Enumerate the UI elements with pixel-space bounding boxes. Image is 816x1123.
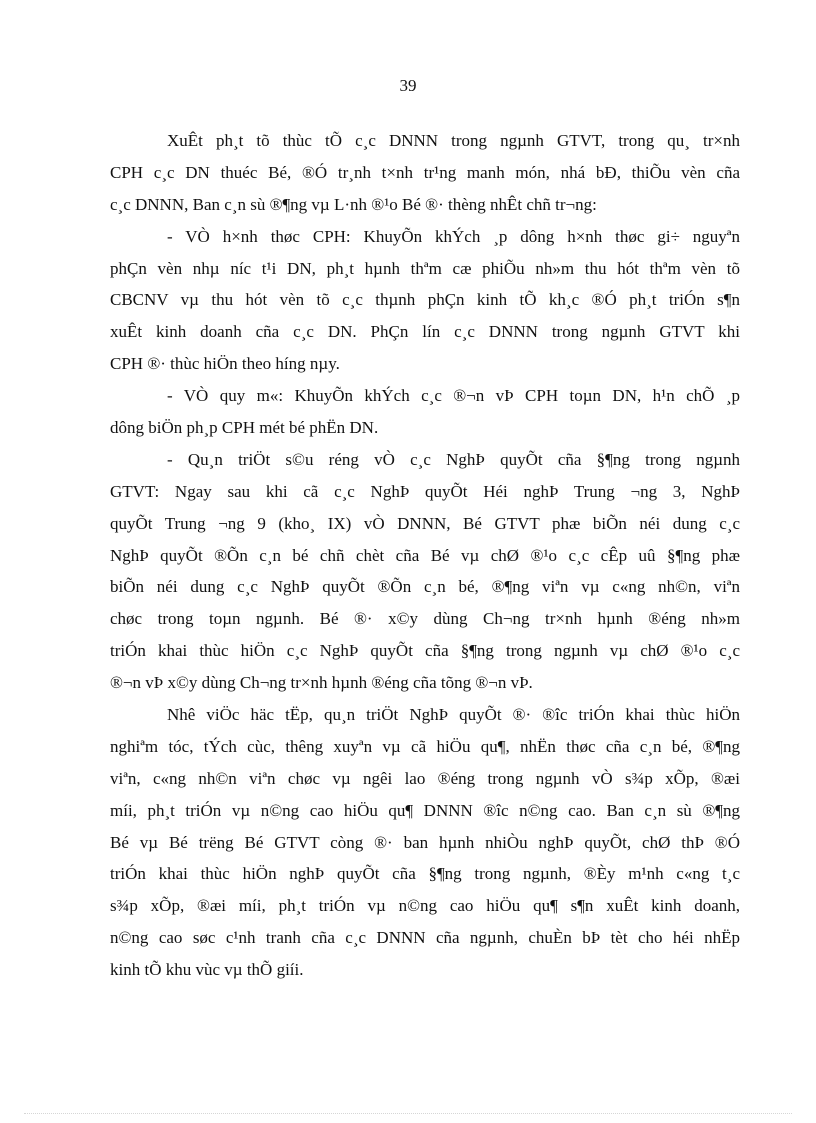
paragraph-line: Bé vµ Bé trëng Bé GTVT còng ®· ban hµnh nhiÒu nghÞ quyÕt, chØ thÞ ®Ó bbox=[110, 832, 740, 852]
paragraph-line: míi, ph¸t triÓn vµ n©ng cao hiÖu qu¶ DNNN ®îc n©ng cao. Ban c¸n sù ®¶ng bbox=[110, 800, 740, 820]
paragraph-line: triÓn khai thùc hiÖn nghÞ quyÕt cña §¶ng trong ngµnh, ®Èy m¹nh c«ng t¸c bbox=[110, 864, 740, 884]
page-number: 39 bbox=[399, 76, 417, 95]
paragraph-line: c¸c DNNN, Ban c¸n sù ®¶ng vµ L·nh ®¹o Bé ®· thèng nhÊt chñ tr¬ng: bbox=[110, 194, 597, 214]
body-text bbox=[110, 125, 740, 986]
paragraph-line: phÇn vèn nhµ níc t¹i DN, ph¸t hµnh thªm cæ phiÕu nh»m thu hót thªm vèn tõ bbox=[110, 258, 740, 278]
paragraph-line: viªn, c«ng nh©n viªn chøc vµ ngêi lao ®éng trong ngµnh vÒ s¾p xÕp, ®æi bbox=[110, 768, 740, 788]
paragraph-line: - Qu¸n triÖt s©u réng vÒ c¸c NghÞ quyÕt cña §¶ng trong ngµnh bbox=[167, 449, 740, 469]
paragraph-line: dông biÖn ph¸p CPH mét bé phËn DN. bbox=[110, 418, 379, 438]
page-bottom-rule bbox=[24, 1113, 792, 1114]
paragraph-line: CPH c¸c DN thuéc Bé, ®Ó tr¸nh t×nh tr¹ng manh món, nhá bÐ, thiÕu vèn cña bbox=[110, 162, 740, 182]
paragraph-line: biÕn néi dung c¸c NghÞ quyÕt ®Õn c¸n bé, ®¶ng viªn vµ c«ng nh©n, viªn bbox=[110, 577, 740, 597]
paragraph-line: s¾p xÕp, ®æi míi, ph¸t triÓn vµ n©ng cao hiÖu qu¶ s¶n xuÊt kinh doanh, bbox=[110, 896, 740, 916]
paragraph-line: Nhê viÖc häc tËp, qu¸n triÖt NghÞ quyÕt ®· ®îc triÓn khai thùc hiÖn bbox=[167, 705, 740, 725]
paragraph-line: triÓn khai thùc hiÖn c¸c NghÞ quyÕt cña §¶ng trong ngµnh vµ chØ ®¹o c¸c bbox=[110, 641, 740, 661]
paragraph-line: xuÊt kinh doanh cña c¸c DN. PhÇn lín c¸c DNNN trong ngµnh GTVT khi bbox=[110, 322, 740, 342]
paragraph-line: n©ng cao søc c¹nh tranh cña c¸c DNNN cña ngµnh, chuÈn bÞ tèt cho héi nhËp bbox=[110, 928, 740, 948]
paragraph-line: - VÒ h×nh thøc CPH: KhuyÕn khÝch ¸p dông h×nh thøc gi÷ nguyªn bbox=[167, 226, 740, 246]
paragraph-line: nghiªm tóc, tÝch cùc, thêng xuyªn vµ cã hiÖu qu¶, nhËn thøc cña c¸n bé, ®¶ng bbox=[110, 736, 740, 756]
paragraph-line: chøc trong toµn ngµnh. Bé ®· x©y dùng Ch¬ng tr×nh hµnh ®éng nh»m bbox=[110, 609, 740, 629]
paragraph-line: GTVT: Ngay sau khi cã c¸c NghÞ quyÕt Héi nghÞ Trung ¬ng 3, NghÞ bbox=[110, 481, 740, 501]
paragraph-line: CBCNV vµ thu hót vèn tõ c¸c thµnh phÇn kinh tÕ kh¸c ®Ó ph¸t triÓn s¶n bbox=[110, 290, 740, 310]
paragraph-line: - VÒ quy m«: KhuyÕn khÝch c¸c ®¬n vÞ CPH toµn DN, h¹n chÕ ¸p bbox=[167, 386, 740, 406]
paragraph-line: NghÞ quyÕt ®Õn c¸n bé chñ chèt cña Bé vµ chØ ®¹o c¸c cÊp uû §¶ng phæ bbox=[110, 545, 740, 565]
paragraph-line: kinh tÕ khu vùc vµ thÕ giíi. bbox=[110, 960, 304, 980]
paragraph-line: XuÊt ph¸t tõ thùc tÕ c¸c DNNN trong ngµnh GTVT, trong qu¸ tr×nh bbox=[167, 131, 740, 150]
paragraph-line: ®¬n vÞ x©y dùng Ch¬ng tr×nh hµnh ®éng cña tõng ®¬n vÞ. bbox=[110, 673, 533, 693]
paragraph-line: CPH ®· thùc hiÖn theo híng nµy. bbox=[110, 354, 340, 374]
paragraph-line: quyÕt Trung ¬ng 9 (kho¸ IX) vÒ DNNN, Bé GTVT phæ biÕn néi dung c¸c bbox=[110, 513, 740, 533]
